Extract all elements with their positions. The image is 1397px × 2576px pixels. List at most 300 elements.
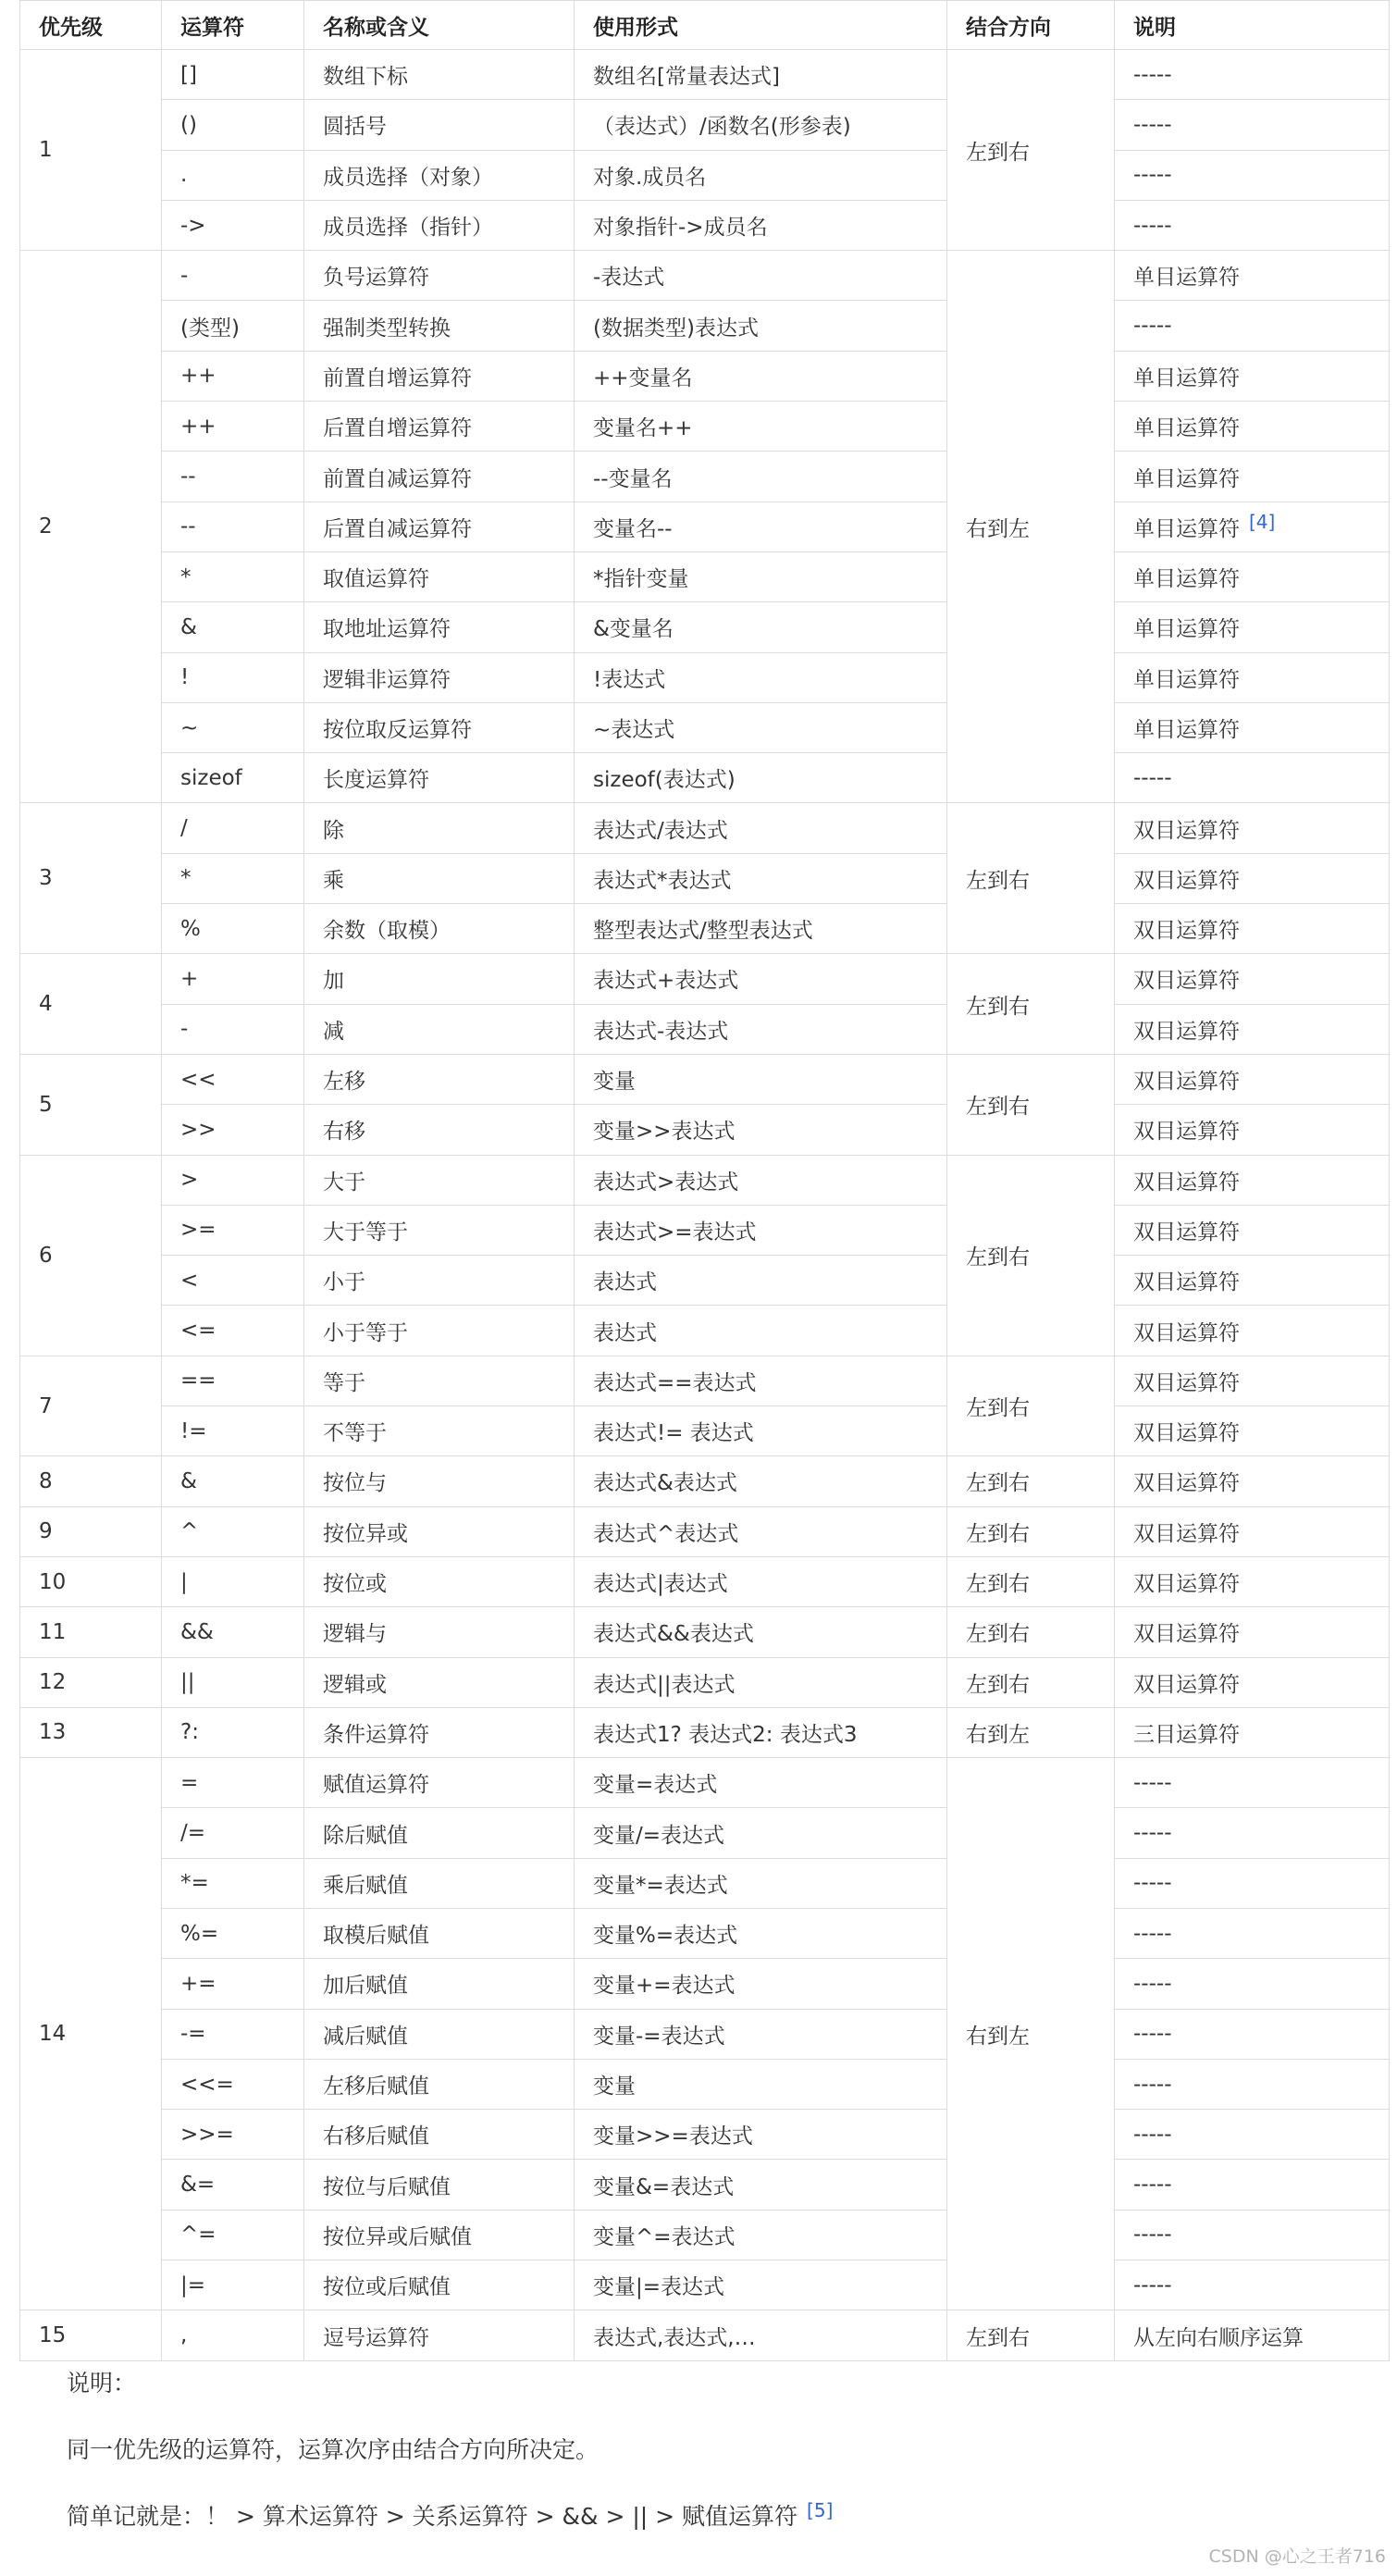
priority-cell: 3 [20, 803, 162, 954]
operator-cell: ! [162, 652, 304, 702]
usage-form-cell: 表达式^表达式 [575, 1506, 947, 1556]
name-cell: 左移后赋值 [304, 2059, 575, 2109]
note-cell [1115, 50, 1390, 100]
table-row [20, 954, 1390, 1004]
note-cell [1115, 1256, 1390, 1306]
note-text: ----- [1133, 2122, 1172, 2147]
name-cell: 后置自减运算符 [304, 502, 575, 551]
note-text: 三目运算符 [1133, 1722, 1240, 1747]
operator-precedence-table [19, 0, 1390, 2361]
operator-cell: [] [162, 50, 304, 100]
associativity-cell: 左到右 [947, 1456, 1115, 1506]
table-row [20, 1105, 1390, 1155]
table-row [20, 904, 1390, 954]
table-row [20, 551, 1390, 601]
priority-cell: 12 [20, 1657, 162, 1707]
note-text: 双目运算符 [1133, 868, 1240, 893]
note-text: 单目运算符 [1133, 667, 1240, 692]
note-cell [1115, 2260, 1390, 2310]
usage-form-cell: 表达式==表达式 [575, 1356, 947, 1406]
priority-cell: 10 [20, 1556, 162, 1606]
associativity-cell: 左到右 [947, 1155, 1115, 1356]
note-cell [1115, 150, 1390, 200]
usage-form-cell: 变量*=表达式 [575, 1858, 947, 1908]
name-cell: 按位与后赋值 [304, 2160, 575, 2210]
name-cell: 按位异或后赋值 [304, 2210, 575, 2260]
name-cell: 逗号运算符 [304, 2310, 575, 2360]
header-operator: 运算符 [162, 1, 304, 50]
operator-cell: >>= [162, 2110, 304, 2160]
note-cell [1115, 1758, 1390, 1808]
note-text: ----- [1133, 1770, 1172, 1795]
note-cell [1115, 1054, 1390, 1104]
note-cell [1115, 853, 1390, 903]
name-cell: 取值运算符 [304, 551, 575, 601]
name-cell: 小于 [304, 1256, 575, 1306]
operator-cell: += [162, 1959, 304, 2009]
usage-form-cell: 对象指针->成员名 [575, 200, 947, 250]
name-cell: 大于 [304, 1155, 575, 1205]
table-row [20, 100, 1390, 150]
note-cell [1115, 1456, 1390, 1506]
table-row [20, 1908, 1390, 1958]
operator-cell: - [162, 251, 304, 301]
note-text: 双目运算符 [1133, 1320, 1240, 1345]
name-cell: 取模后赋值 [304, 1908, 575, 1958]
table-row [20, 803, 1390, 853]
operator-cell: -- [162, 452, 304, 502]
name-cell: 条件运算符 [304, 1707, 575, 1757]
operator-cell: * [162, 853, 304, 903]
associativity-cell: 右到左 [947, 1707, 1115, 1757]
operator-cell: / [162, 803, 304, 853]
usage-form-cell: 变量=表达式 [575, 1758, 947, 1808]
operator-cell: * [162, 551, 304, 601]
name-cell: 按位或 [304, 1556, 575, 1606]
usage-form-cell: 表达式 [575, 1256, 947, 1306]
note-text: 单目运算符 [1133, 718, 1240, 742]
operator-cell: ++ [162, 402, 304, 452]
note-text: 单目运算符 [1133, 266, 1240, 291]
name-cell: 减 [304, 1004, 575, 1054]
table-body [20, 50, 1390, 2361]
operator-cell: (类型) [162, 301, 304, 351]
note-cell [1115, 2009, 1390, 2059]
operator-cell: *= [162, 1858, 304, 1908]
usage-form-cell: 变量+=表达式 [575, 1959, 947, 2009]
usage-form-cell: 表达式!= 表达式 [575, 1406, 947, 1456]
note-text: 双目运算符 [1133, 1521, 1240, 1546]
header-note: 说明 [1115, 1, 1390, 50]
operator-cell: . [162, 150, 304, 200]
operator-cell: && [162, 1607, 304, 1657]
table-row [20, 1205, 1390, 1255]
note-text: ----- [1133, 314, 1172, 339]
note-text: ----- [1133, 112, 1172, 137]
note-cell [1115, 251, 1390, 301]
table-row [20, 301, 1390, 351]
operator-cell: | [162, 1556, 304, 1606]
priority-cell: 7 [20, 1356, 162, 1456]
note-cell [1115, 702, 1390, 752]
note-text: 双目运算符 [1133, 1220, 1240, 1245]
priority-cell: 15 [20, 2310, 162, 2360]
operator-cell: % [162, 904, 304, 954]
priority-cell: 2 [20, 251, 162, 803]
table-row [20, 1306, 1390, 1356]
note-cell [1115, 2160, 1390, 2210]
name-cell: 逻辑非运算符 [304, 652, 575, 702]
note-cell [1115, 1707, 1390, 1757]
usage-form-cell: 整型表达式/整型表达式 [575, 904, 947, 954]
note-text: ----- [1133, 2173, 1172, 2198]
name-cell: 圆括号 [304, 100, 575, 150]
header-name: 名称或含义 [304, 1, 575, 50]
note-text: ----- [1133, 765, 1172, 790]
note-text: ----- [1133, 2022, 1172, 2047]
note-text: ----- [1133, 1921, 1172, 1946]
associativity-cell: 左到右 [947, 2310, 1115, 2360]
usage-form-cell: 表达式-表达式 [575, 1004, 947, 1054]
usage-form-cell: 对象.成员名 [575, 150, 947, 200]
note-text: 单目运算符 [1133, 517, 1240, 542]
priority-cell: 14 [20, 1758, 162, 2310]
name-cell: 逻辑与 [304, 1607, 575, 1657]
table-row [20, 2210, 1390, 2260]
usage-form-cell: 表达式 [575, 1306, 947, 1356]
note-text: 双目运算符 [1133, 1370, 1240, 1395]
table-row [20, 1506, 1390, 1556]
note-text: 双目运算符 [1133, 1270, 1240, 1295]
table-row [20, 2110, 1390, 2160]
operator-cell: %= [162, 1908, 304, 1958]
table-row [20, 251, 1390, 301]
note-text: 单目运算符 [1133, 466, 1240, 491]
operator-cell: || [162, 1657, 304, 1707]
operator-cell: ^= [162, 2210, 304, 2260]
name-cell: 右移 [304, 1105, 575, 1155]
notes-heading: 说明： [67, 2370, 137, 2396]
note-text: ----- [1133, 163, 1172, 188]
name-cell: 按位或后赋值 [304, 2260, 575, 2310]
operator-cell: - [162, 1004, 304, 1054]
usage-form-cell: 表达式&&表达式 [575, 1607, 947, 1657]
note-text: 双目运算符 [1133, 1421, 1240, 1446]
name-cell: 左移 [304, 1054, 575, 1104]
usage-form-cell: 变量 [575, 1054, 947, 1104]
name-cell: 按位异或 [304, 1506, 575, 1556]
table-row [20, 1256, 1390, 1306]
usage-form-cell: 表达式,表达式,… [575, 2310, 947, 2360]
associativity-cell: 左到右 [947, 1607, 1115, 1657]
name-cell: 乘后赋值 [304, 1858, 575, 1908]
note-text: ----- [1133, 1821, 1172, 1846]
table-row [20, 1758, 1390, 1808]
usage-form-cell: 表达式1? 表达式2: 表达式3 [575, 1707, 947, 1757]
operator-cell: != [162, 1406, 304, 1456]
operator-cell: sizeof [162, 753, 304, 803]
operator-cell: -- [162, 502, 304, 551]
note-text: 单目运算符 [1133, 617, 1240, 642]
note-cell [1115, 1908, 1390, 1958]
usage-form-cell: *指针变量 [575, 551, 947, 601]
note-cell [1115, 301, 1390, 351]
associativity-cell: 左到右 [947, 954, 1115, 1055]
note-text: 双目运算符 [1133, 1120, 1240, 1145]
header-associativity: 结合方向 [947, 1, 1115, 50]
usage-form-cell: 表达式>=表达式 [575, 1205, 947, 1255]
operator-cell: = [162, 1758, 304, 1808]
usage-form-cell: ~表达式 [575, 702, 947, 752]
table-row [20, 2310, 1390, 2360]
note-text: 双目运算符 [1133, 919, 1240, 944]
table-row [20, 1556, 1390, 1606]
note-text: ----- [1133, 1871, 1172, 1896]
note-cell [1115, 100, 1390, 150]
usage-form-cell: -表达式 [575, 251, 947, 301]
note-cell [1115, 200, 1390, 250]
name-cell: 除后赋值 [304, 1808, 575, 1858]
priority-cell: 13 [20, 1707, 162, 1757]
note-cell [1115, 2110, 1390, 2160]
notes-line-2-text: 简单记就是：！ > 算术运算符 > 关系运算符 > && > || > 赋值运算符 [67, 2503, 798, 2530]
note-text: ----- [1133, 62, 1172, 87]
operator-cell: ++ [162, 351, 304, 401]
table-row [20, 853, 1390, 903]
associativity-cell: 左到右 [947, 50, 1115, 251]
operator-cell: & [162, 602, 304, 652]
table-row [20, 1155, 1390, 1205]
priority-cell: 4 [20, 954, 162, 1055]
note-cell [1115, 402, 1390, 452]
operator-cell: () [162, 100, 304, 150]
name-cell: 数组下标 [304, 50, 575, 100]
name-cell: 负号运算符 [304, 251, 575, 301]
note-text: 双目运算符 [1133, 1170, 1240, 1195]
name-cell: 取地址运算符 [304, 602, 575, 652]
operator-cell: |= [162, 2260, 304, 2310]
name-cell: 强制类型转换 [304, 301, 575, 351]
operator-cell: /= [162, 1808, 304, 1858]
table-row [20, 702, 1390, 752]
table-row [20, 2160, 1390, 2210]
note-cell [1115, 2310, 1390, 2360]
table-row [20, 602, 1390, 652]
associativity-cell: 左到右 [947, 1657, 1115, 1707]
associativity-cell: 左到右 [947, 1356, 1115, 1456]
note-cell [1115, 1607, 1390, 1657]
associativity-cell: 左到右 [947, 1556, 1115, 1606]
priority-cell: 8 [20, 1456, 162, 1506]
note-cell [1115, 1356, 1390, 1406]
usage-form-cell: 数组名[常量表达式] [575, 50, 947, 100]
operator-cell: , [162, 2310, 304, 2360]
header-usage-form: 使用形式 [575, 1, 947, 50]
usage-form-cell: (数据类型)表达式 [575, 301, 947, 351]
usage-form-cell: --变量名 [575, 452, 947, 502]
name-cell: 余数（取模） [304, 904, 575, 954]
operator-cell: < [162, 1256, 304, 1306]
note-text: 双目运算符 [1133, 818, 1240, 843]
table-row [20, 200, 1390, 250]
associativity-cell: 左到右 [947, 1506, 1115, 1556]
operator-cell: & [162, 1456, 304, 1506]
note-text: 双目运算符 [1133, 1672, 1240, 1697]
name-cell: 成员选择（指针） [304, 200, 575, 250]
name-cell: 乘 [304, 853, 575, 903]
operator-cell: ~ [162, 702, 304, 752]
note-cell [1115, 954, 1390, 1004]
note-cell [1115, 1205, 1390, 1255]
usage-form-cell: 变量&=表达式 [575, 2160, 947, 2210]
note-cell [1115, 1657, 1390, 1707]
priority-cell: 6 [20, 1155, 162, 1356]
note-text: ----- [1133, 2072, 1172, 2097]
operator-cell: -> [162, 200, 304, 250]
note-cell [1115, 652, 1390, 702]
note-text: 双目运算符 [1133, 1471, 1240, 1496]
name-cell: 长度运算符 [304, 753, 575, 803]
note-cell [1115, 551, 1390, 601]
note-cell [1115, 1556, 1390, 1606]
header-priority: 优先级 [20, 1, 162, 50]
operator-cell: -= [162, 2009, 304, 2059]
note-cell [1115, 904, 1390, 954]
reference-link-5[interactable]: [5] [807, 2499, 834, 2521]
operator-cell: <<= [162, 2059, 304, 2109]
operator-cell: >= [162, 1205, 304, 1255]
name-cell: 前置自减运算符 [304, 452, 575, 502]
operator-cell: == [162, 1356, 304, 1406]
usage-form-cell: 表达式*表达式 [575, 853, 947, 903]
note-cell [1115, 1105, 1390, 1155]
name-cell: 加后赋值 [304, 1959, 575, 2009]
note-cell [1115, 1808, 1390, 1858]
usage-form-cell: 表达式||表达式 [575, 1657, 947, 1707]
usage-form-cell: 变量-=表达式 [575, 2009, 947, 2059]
table-row [20, 1456, 1390, 1506]
table-row [20, 1406, 1390, 1456]
associativity-cell: 右到左 [947, 1758, 1115, 2310]
table-row [20, 2009, 1390, 2059]
note-cell [1115, 502, 1390, 551]
table-row [20, 1808, 1390, 1858]
associativity-cell: 左到右 [947, 1054, 1115, 1155]
table-row [20, 2059, 1390, 2109]
name-cell: 减后赋值 [304, 2009, 575, 2059]
usage-form-cell: &变量名 [575, 602, 947, 652]
table-row [20, 50, 1390, 100]
usage-form-cell: sizeof(表达式) [575, 753, 947, 803]
name-cell: 加 [304, 954, 575, 1004]
table-row [20, 1004, 1390, 1054]
associativity-cell: 左到右 [947, 803, 1115, 954]
note-cell [1115, 452, 1390, 502]
usage-form-cell: 变量>>表达式 [575, 1105, 947, 1155]
priority-cell: 11 [20, 1607, 162, 1657]
name-cell: 右移后赋值 [304, 2110, 575, 2160]
note-text: 从左向右顺序运算 [1133, 2325, 1304, 2350]
operator-cell: << [162, 1054, 304, 1104]
table-row [20, 1858, 1390, 1908]
name-cell: 小于等于 [304, 1306, 575, 1356]
table-row [20, 502, 1390, 551]
name-cell: 按位与 [304, 1456, 575, 1506]
usage-form-cell: 表达式&表达式 [575, 1456, 947, 1506]
usage-form-cell: 变量名-- [575, 502, 947, 551]
table-header-row [20, 1, 1390, 50]
table-row [20, 1607, 1390, 1657]
operator-cell: > [162, 1155, 304, 1205]
table-row [20, 2260, 1390, 2310]
usage-form-cell: 表达式+表达式 [575, 954, 947, 1004]
operator-cell: ^ [162, 1506, 304, 1556]
usage-form-cell: 表达式/表达式 [575, 803, 947, 853]
table-row [20, 1054, 1390, 1104]
name-cell: 除 [304, 803, 575, 853]
usage-form-cell: 变量^=表达式 [575, 2210, 947, 2260]
note-text: 单目运算符 [1133, 567, 1240, 592]
note-text: 双目运算符 [1133, 969, 1240, 994]
operator-cell: &= [162, 2160, 304, 2210]
note-cell [1115, 753, 1390, 803]
usage-form-cell: !表达式 [575, 652, 947, 702]
notes-line-2 [67, 2498, 833, 2532]
table-row [20, 652, 1390, 702]
note-cell [1115, 1506, 1390, 1556]
table-row [20, 351, 1390, 401]
operator-cell: <= [162, 1306, 304, 1356]
usage-form-cell: 变量/=表达式 [575, 1808, 947, 1858]
note-cell [1115, 1306, 1390, 1356]
note-cell [1115, 2059, 1390, 2109]
name-cell: 按位取反运算符 [304, 702, 575, 752]
table-row [20, 150, 1390, 200]
usage-form-cell: 变量|=表达式 [575, 2260, 947, 2310]
watermark: CSDN @心之王者716 [1208, 2546, 1386, 2567]
associativity-cell: 右到左 [947, 251, 1115, 803]
usage-form-cell: 表达式|表达式 [575, 1556, 947, 1606]
priority-cell: 5 [20, 1054, 162, 1155]
table-row [20, 452, 1390, 502]
note-text: 双目运算符 [1133, 1622, 1240, 1647]
table-row [20, 402, 1390, 452]
note-text: 单目运算符 [1133, 365, 1240, 390]
usage-form-cell: 变量名++ [575, 402, 947, 452]
note-text: 双目运算符 [1133, 1019, 1240, 1044]
note-cell [1115, 1959, 1390, 2009]
name-cell: 成员选择（对象） [304, 150, 575, 200]
reference-link-4[interactable]: [4] [1249, 511, 1276, 534]
usage-form-cell: ++变量名 [575, 351, 947, 401]
table-row [20, 1959, 1390, 2009]
table-row [20, 1707, 1390, 1757]
operator-cell: ?: [162, 1707, 304, 1757]
usage-form-cell: 变量 [575, 2059, 947, 2109]
note-text: 双目运算符 [1133, 1070, 1240, 1095]
name-cell: 不等于 [304, 1406, 575, 1456]
note-cell [1115, 351, 1390, 401]
priority-cell: 1 [20, 50, 162, 251]
note-cell [1115, 1406, 1390, 1456]
name-cell: 赋值运算符 [304, 1758, 575, 1808]
table-row [20, 1356, 1390, 1406]
usage-form-cell: 表达式>表达式 [575, 1155, 947, 1205]
note-cell [1115, 803, 1390, 853]
note-text: ----- [1133, 1971, 1172, 1996]
note-cell [1115, 1858, 1390, 1908]
table-row [20, 1657, 1390, 1707]
